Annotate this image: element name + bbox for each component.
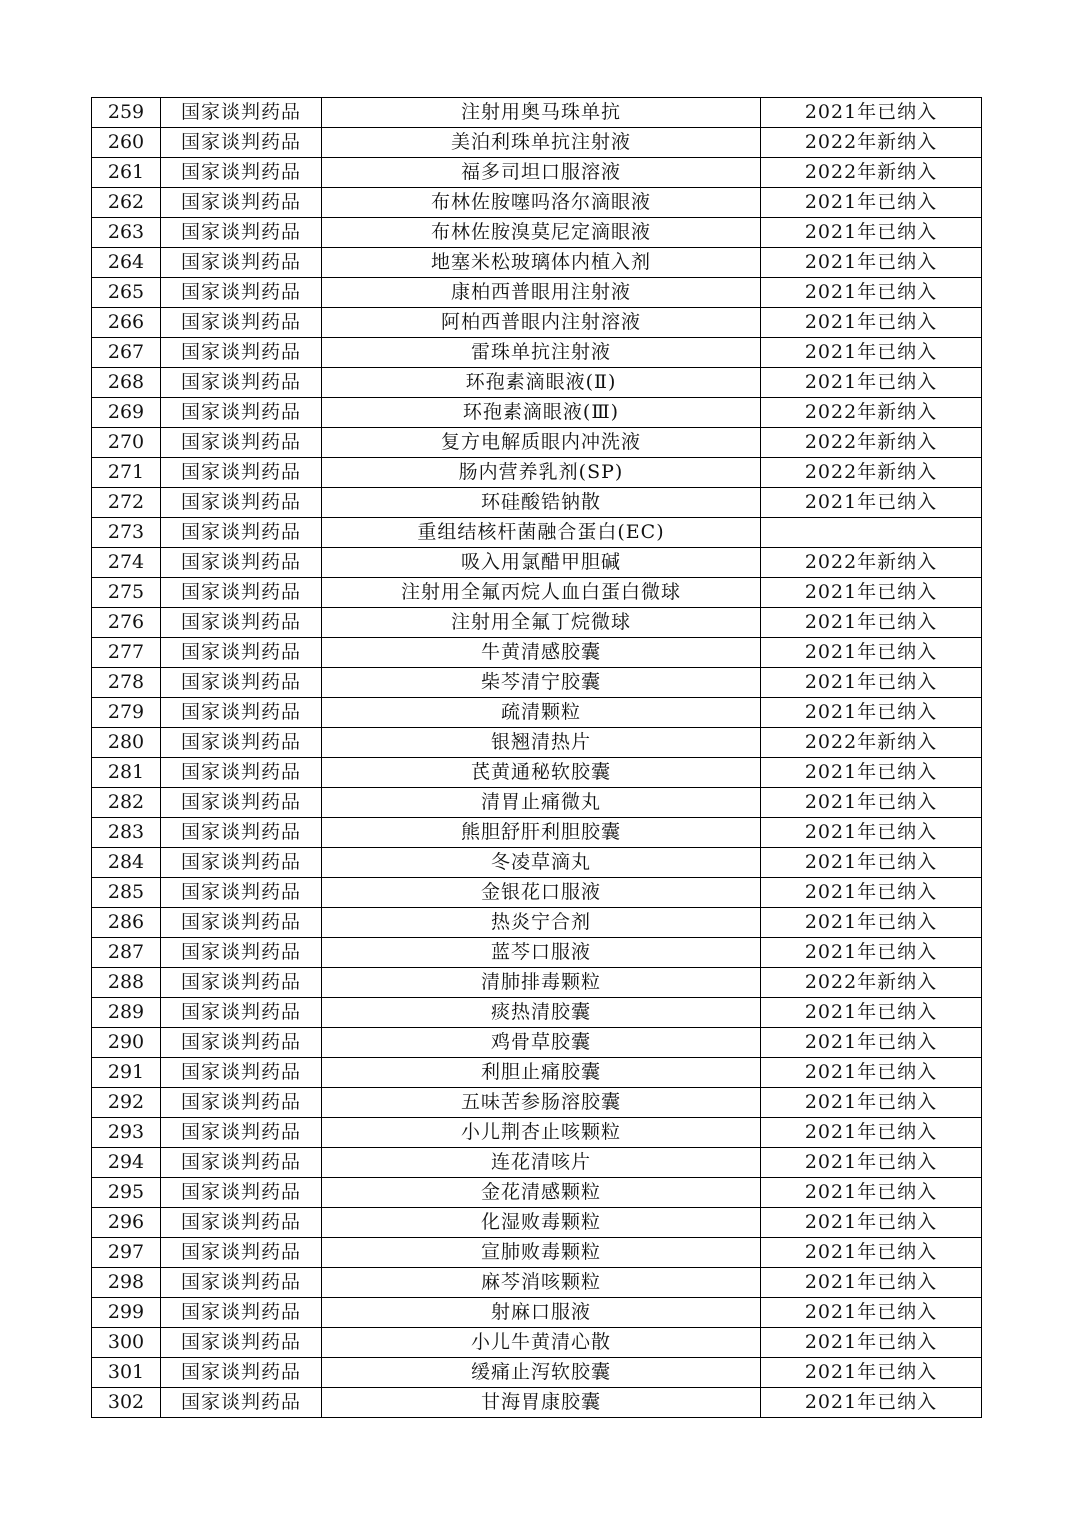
drug-name-cell: 柴芩清宁胶囊 — [322, 668, 761, 698]
category-cell: 国家谈判药品 — [161, 668, 322, 698]
drug-name-cell: 小儿牛黄清心散 — [322, 1328, 761, 1358]
status-cell: 2021年已纳入 — [761, 1298, 982, 1328]
status-cell: 2022年新纳入 — [761, 428, 982, 458]
category-cell: 国家谈判药品 — [161, 818, 322, 848]
status-cell: 2021年已纳入 — [761, 1388, 982, 1418]
category-cell: 国家谈判药品 — [161, 158, 322, 188]
row-number: 294 — [92, 1148, 161, 1178]
row-number: 298 — [92, 1268, 161, 1298]
drug-name-cell: 牛黄清感胶囊 — [322, 638, 761, 668]
category-cell: 国家谈判药品 — [161, 1388, 322, 1418]
table-row — [92, 218, 982, 248]
drug-name-cell: 射麻口服液 — [322, 1298, 761, 1328]
category-cell: 国家谈判药品 — [161, 578, 322, 608]
status-cell: 2022年新纳入 — [761, 968, 982, 998]
drug-name-cell: 热炎宁合剂 — [322, 908, 761, 938]
status-cell: 2022年新纳入 — [761, 128, 982, 158]
category-cell: 国家谈判药品 — [161, 878, 322, 908]
drug-name-cell: 熊胆舒肝利胆胶囊 — [322, 818, 761, 848]
row-number: 290 — [92, 1028, 161, 1058]
category-cell: 国家谈判药品 — [161, 98, 322, 128]
table-row — [92, 548, 982, 578]
drug-name-cell: 金银花口服液 — [322, 878, 761, 908]
table-row — [92, 1178, 982, 1208]
status-cell: 2021年已纳入 — [761, 758, 982, 788]
category-cell: 国家谈判药品 — [161, 248, 322, 278]
status-cell: 2021年已纳入 — [761, 578, 982, 608]
drug-name-cell: 五味苦参肠溶胶囊 — [322, 1088, 761, 1118]
category-cell: 国家谈判药品 — [161, 758, 322, 788]
table-row — [92, 998, 982, 1028]
row-number: 270 — [92, 428, 161, 458]
drug-name-cell: 环硅酸锆钠散 — [322, 488, 761, 518]
table-row — [92, 1328, 982, 1358]
row-number: 295 — [92, 1178, 161, 1208]
drug-name-cell: 疏清颗粒 — [322, 698, 761, 728]
category-cell: 国家谈判药品 — [161, 1178, 322, 1208]
row-number: 276 — [92, 608, 161, 638]
table-row — [92, 338, 982, 368]
row-number: 263 — [92, 218, 161, 248]
status-cell: 2021年已纳入 — [761, 1148, 982, 1178]
category-cell: 国家谈判药品 — [161, 128, 322, 158]
status-cell: 2021年已纳入 — [761, 218, 982, 248]
drug-name-cell: 环孢素滴眼液(Ⅲ) — [322, 398, 761, 428]
row-number: 269 — [92, 398, 161, 428]
table-row — [92, 1058, 982, 1088]
table-row — [92, 98, 982, 128]
table-row — [92, 488, 982, 518]
category-cell: 国家谈判药品 — [161, 968, 322, 998]
drug-name-cell: 注射用全氟丙烷人血白蛋白微球 — [322, 578, 761, 608]
status-cell: 2021年已纳入 — [761, 1118, 982, 1148]
status-cell: 2021年已纳入 — [761, 668, 982, 698]
category-cell: 国家谈判药品 — [161, 788, 322, 818]
drug-name-cell: 小儿荆杏止咳颗粒 — [322, 1118, 761, 1148]
category-cell: 国家谈判药品 — [161, 188, 322, 218]
status-cell — [761, 518, 982, 548]
drug-name-cell: 缓痛止泻软胶囊 — [322, 1358, 761, 1388]
row-number: 292 — [92, 1088, 161, 1118]
drug-name-cell: 芪黄通秘软胶囊 — [322, 758, 761, 788]
table-row — [92, 578, 982, 608]
drug-name-cell: 肠内营养乳剂(SP) — [322, 458, 761, 488]
category-cell: 国家谈判药品 — [161, 1298, 322, 1328]
status-cell: 2021年已纳入 — [761, 848, 982, 878]
category-cell: 国家谈判药品 — [161, 608, 322, 638]
table-row — [92, 1238, 982, 1268]
category-cell: 国家谈判药品 — [161, 398, 322, 428]
table-row — [92, 188, 982, 218]
row-number: 283 — [92, 818, 161, 848]
row-number: 272 — [92, 488, 161, 518]
table-row — [92, 1088, 982, 1118]
row-number: 293 — [92, 1118, 161, 1148]
status-cell: 2021年已纳入 — [761, 98, 982, 128]
category-cell: 国家谈判药品 — [161, 1118, 322, 1148]
row-number: 297 — [92, 1238, 161, 1268]
drug-name-cell: 阿柏西普眼内注射溶液 — [322, 308, 761, 338]
drug-name-cell: 康柏西普眼用注射液 — [322, 278, 761, 308]
table-body — [92, 98, 982, 1418]
row-number: 273 — [92, 518, 161, 548]
row-number: 264 — [92, 248, 161, 278]
table-row — [92, 428, 982, 458]
drug-name-cell: 吸入用氯醋甲胆碱 — [322, 548, 761, 578]
row-number: 280 — [92, 728, 161, 758]
category-cell: 国家谈判药品 — [161, 938, 322, 968]
status-cell: 2021年已纳入 — [761, 1058, 982, 1088]
category-cell: 国家谈判药品 — [161, 518, 322, 548]
table-row — [92, 398, 982, 428]
drug-name-cell: 鸡骨草胶囊 — [322, 1028, 761, 1058]
category-cell: 国家谈判药品 — [161, 1028, 322, 1058]
status-cell: 2021年已纳入 — [761, 1028, 982, 1058]
table-row — [92, 128, 982, 158]
row-number: 274 — [92, 548, 161, 578]
table-row — [92, 1268, 982, 1298]
drug-name-cell: 痰热清胶囊 — [322, 998, 761, 1028]
drug-name-cell: 甘海胃康胶囊 — [322, 1388, 761, 1418]
row-number: 259 — [92, 98, 161, 128]
category-cell: 国家谈判药品 — [161, 1058, 322, 1088]
row-number: 301 — [92, 1358, 161, 1388]
category-cell: 国家谈判药品 — [161, 908, 322, 938]
table-row — [92, 308, 982, 338]
category-cell: 国家谈判药品 — [161, 368, 322, 398]
status-cell: 2021年已纳入 — [761, 1208, 982, 1238]
row-number: 265 — [92, 278, 161, 308]
status-cell: 2021年已纳入 — [761, 338, 982, 368]
status-cell: 2021年已纳入 — [761, 638, 982, 668]
table-row — [92, 938, 982, 968]
status-cell: 2021年已纳入 — [761, 818, 982, 848]
row-number: 289 — [92, 998, 161, 1028]
table-row — [92, 908, 982, 938]
drug-name-cell: 清胃止痛微丸 — [322, 788, 761, 818]
row-number: 288 — [92, 968, 161, 998]
table-row — [92, 248, 982, 278]
category-cell: 国家谈判药品 — [161, 458, 322, 488]
table-row — [92, 818, 982, 848]
drug-name-cell: 化湿败毒颗粒 — [322, 1208, 761, 1238]
row-number: 299 — [92, 1298, 161, 1328]
drug-name-cell: 重组结核杆菌融合蛋白(EC) — [322, 518, 761, 548]
table-row — [92, 968, 982, 998]
drug-name-cell: 布林佐胺噻吗洛尔滴眼液 — [322, 188, 761, 218]
drug-list-table — [91, 97, 982, 1418]
category-cell: 国家谈判药品 — [161, 428, 322, 458]
category-cell: 国家谈判药品 — [161, 548, 322, 578]
drug-name-cell: 注射用奥马珠单抗 — [322, 98, 761, 128]
status-cell: 2021年已纳入 — [761, 248, 982, 278]
status-cell: 2021年已纳入 — [761, 1238, 982, 1268]
row-number: 291 — [92, 1058, 161, 1088]
status-cell: 2022年新纳入 — [761, 548, 982, 578]
table-row — [92, 848, 982, 878]
table-row — [92, 368, 982, 398]
table-row — [92, 878, 982, 908]
category-cell: 国家谈判药品 — [161, 1238, 322, 1268]
table-row — [92, 698, 982, 728]
row-number: 267 — [92, 338, 161, 368]
status-cell: 2022年新纳入 — [761, 158, 982, 188]
drug-name-cell: 银翘清热片 — [322, 728, 761, 758]
drug-name-cell: 蓝芩口服液 — [322, 938, 761, 968]
row-number: 302 — [92, 1388, 161, 1418]
category-cell: 国家谈判药品 — [161, 338, 322, 368]
row-number: 296 — [92, 1208, 161, 1238]
status-cell: 2021年已纳入 — [761, 938, 982, 968]
drug-name-cell: 注射用全氟丁烷微球 — [322, 608, 761, 638]
status-cell: 2021年已纳入 — [761, 488, 982, 518]
table-row — [92, 278, 982, 308]
category-cell: 国家谈判药品 — [161, 1268, 322, 1298]
status-cell: 2021年已纳入 — [761, 608, 982, 638]
table-row — [92, 1358, 982, 1388]
table-row — [92, 1028, 982, 1058]
status-cell: 2021年已纳入 — [761, 368, 982, 398]
category-cell: 国家谈判药品 — [161, 848, 322, 878]
drug-name-cell: 环孢素滴眼液(Ⅱ) — [322, 368, 761, 398]
status-cell: 2021年已纳入 — [761, 308, 982, 338]
table-row — [92, 758, 982, 788]
drug-name-cell: 宣肺败毒颗粒 — [322, 1238, 761, 1268]
table-row — [92, 668, 982, 698]
status-cell: 2021年已纳入 — [761, 1328, 982, 1358]
category-cell: 国家谈判药品 — [161, 1328, 322, 1358]
drug-name-cell: 金花清感颗粒 — [322, 1178, 761, 1208]
table-row — [92, 638, 982, 668]
drug-name-cell: 利胆止痛胶囊 — [322, 1058, 761, 1088]
row-number: 285 — [92, 878, 161, 908]
status-cell: 2021年已纳入 — [761, 188, 982, 218]
row-number: 282 — [92, 788, 161, 818]
category-cell: 国家谈判药品 — [161, 1358, 322, 1388]
table-row — [92, 518, 982, 548]
status-cell: 2022年新纳入 — [761, 458, 982, 488]
status-cell: 2021年已纳入 — [761, 1088, 982, 1118]
row-number: 271 — [92, 458, 161, 488]
status-cell: 2021年已纳入 — [761, 1358, 982, 1388]
category-cell: 国家谈判药品 — [161, 488, 322, 518]
row-number: 268 — [92, 368, 161, 398]
category-cell: 国家谈判药品 — [161, 218, 322, 248]
category-cell: 国家谈判药品 — [161, 1208, 322, 1238]
drug-name-cell: 复方电解质眼内冲洗液 — [322, 428, 761, 458]
category-cell: 国家谈判药品 — [161, 278, 322, 308]
drug-name-cell: 美泊利珠单抗注射液 — [322, 128, 761, 158]
table-row — [92, 458, 982, 488]
row-number: 300 — [92, 1328, 161, 1358]
drug-name-cell: 地塞米松玻璃体内植入剂 — [322, 248, 761, 278]
drug-name-cell: 冬凌草滴丸 — [322, 848, 761, 878]
status-cell: 2022年新纳入 — [761, 728, 982, 758]
row-number: 278 — [92, 668, 161, 698]
status-cell: 2021年已纳入 — [761, 1268, 982, 1298]
table-row — [92, 1208, 982, 1238]
status-cell: 2021年已纳入 — [761, 908, 982, 938]
table-row — [92, 1148, 982, 1178]
table-row — [92, 728, 982, 758]
drug-name-cell: 雷珠单抗注射液 — [322, 338, 761, 368]
row-number: 261 — [92, 158, 161, 188]
drug-name-cell: 连花清咳片 — [322, 1148, 761, 1178]
row-number: 275 — [92, 578, 161, 608]
category-cell: 国家谈判药品 — [161, 308, 322, 338]
row-number: 266 — [92, 308, 161, 338]
drug-name-cell: 清肺排毒颗粒 — [322, 968, 761, 998]
row-number: 277 — [92, 638, 161, 668]
table-row — [92, 158, 982, 188]
row-number: 286 — [92, 908, 161, 938]
category-cell: 国家谈判药品 — [161, 698, 322, 728]
row-number: 287 — [92, 938, 161, 968]
status-cell: 2021年已纳入 — [761, 278, 982, 308]
table-row — [92, 788, 982, 818]
table-row — [92, 1388, 982, 1418]
category-cell: 国家谈判药品 — [161, 638, 322, 668]
table-row — [92, 1298, 982, 1328]
status-cell: 2021年已纳入 — [761, 998, 982, 1028]
category-cell: 国家谈判药品 — [161, 1088, 322, 1118]
category-cell: 国家谈判药品 — [161, 998, 322, 1028]
table-row — [92, 1118, 982, 1148]
row-number: 260 — [92, 128, 161, 158]
status-cell: 2021年已纳入 — [761, 698, 982, 728]
status-cell: 2021年已纳入 — [761, 878, 982, 908]
row-number: 284 — [92, 848, 161, 878]
row-number: 279 — [92, 698, 161, 728]
drug-name-cell: 麻芩消咳颗粒 — [322, 1268, 761, 1298]
row-number: 281 — [92, 758, 161, 788]
status-cell: 2022年新纳入 — [761, 398, 982, 428]
category-cell: 国家谈判药品 — [161, 1148, 322, 1178]
table-row — [92, 608, 982, 638]
status-cell: 2021年已纳入 — [761, 788, 982, 818]
row-number: 262 — [92, 188, 161, 218]
category-cell: 国家谈判药品 — [161, 728, 322, 758]
drug-name-cell: 福多司坦口服溶液 — [322, 158, 761, 188]
status-cell: 2021年已纳入 — [761, 1178, 982, 1208]
drug-name-cell: 布林佐胺溴莫尼定滴眼液 — [322, 218, 761, 248]
